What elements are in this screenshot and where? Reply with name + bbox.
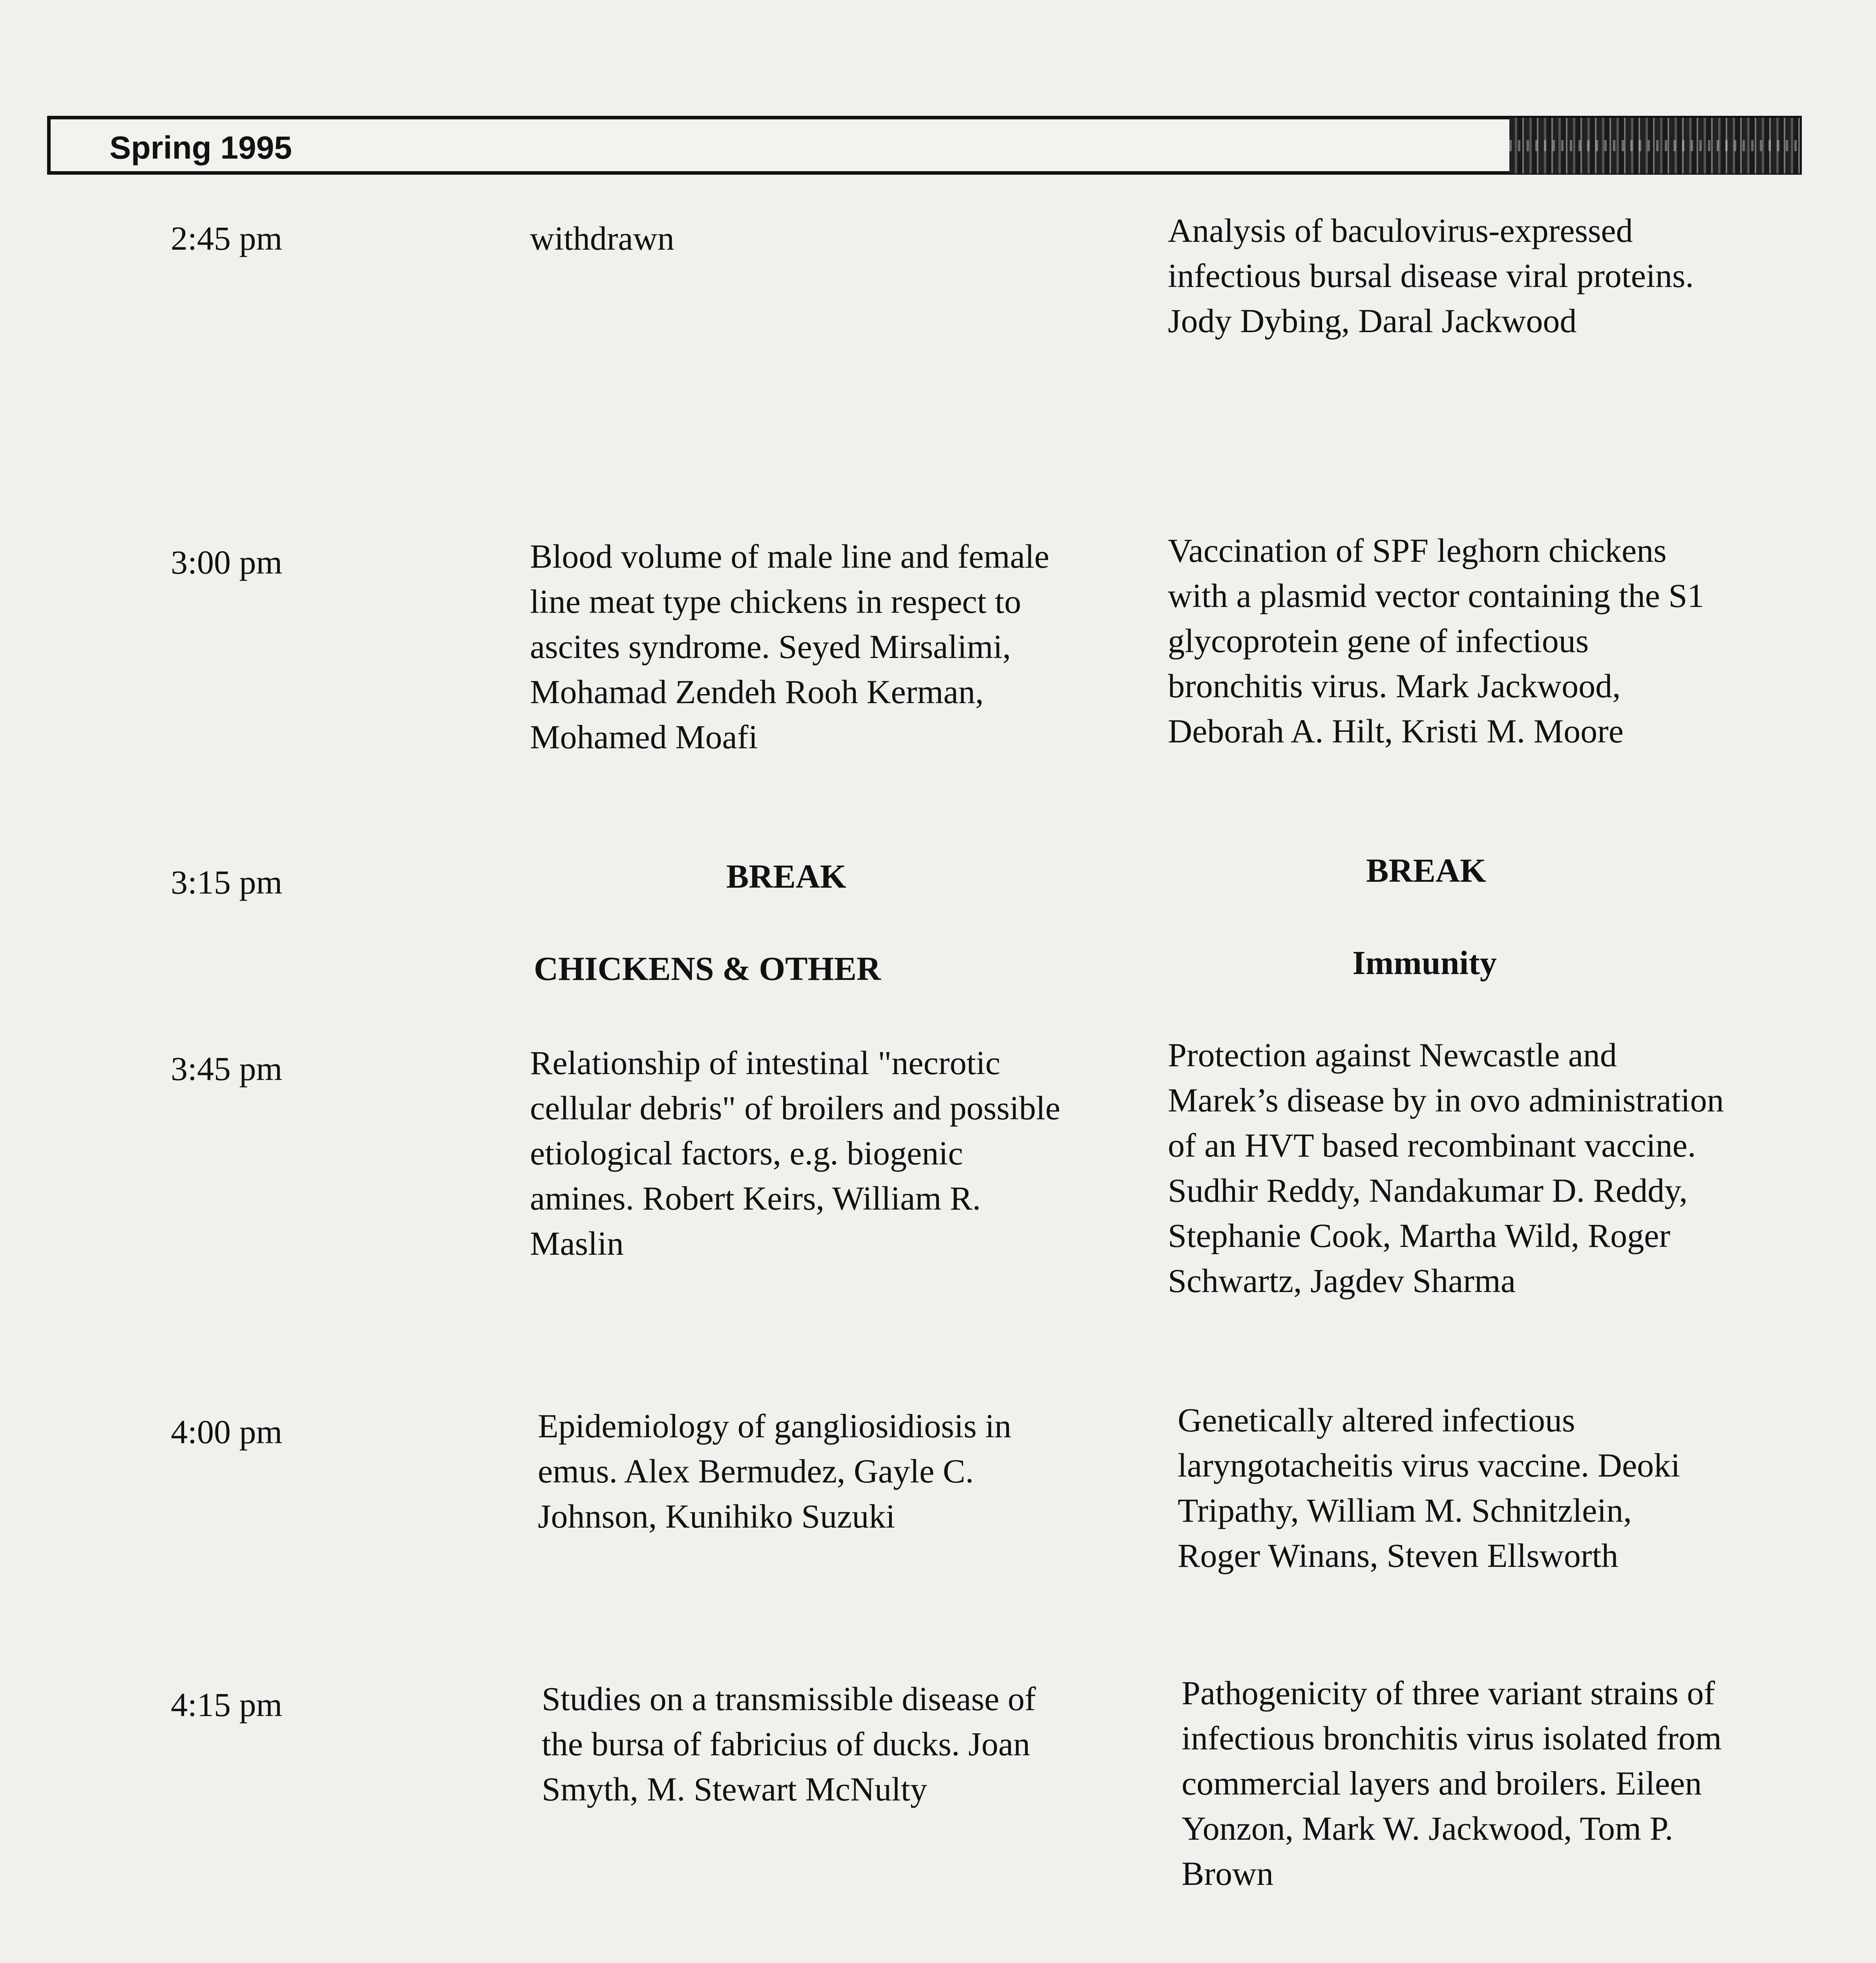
header-ornament [1509, 118, 1800, 174]
break-label: BREAK [726, 857, 846, 895]
break-label: BREAK [1366, 852, 1486, 889]
session-entry: Protection against Newcastle and Marek’s disease by in ovo administration of an HVT based recombinant vaccine. Sudhir Reddy, Nandakumar D. Reddy, Stephanie Cook, Martha Wild, Roger Schwartz, Jagdev Sharma [1168, 1036, 1724, 1300]
section-heading: CHICKENS & OTHER [534, 950, 881, 987]
session-entry: Vaccination of SPF leghorn chickens with a plasmid vector containing the S1 glycoprotein gene of infectious bronchitis virus. Mark Jackwood, Deborah A. Hilt, Kristi M. Moore [1168, 532, 1704, 750]
time-slot: 4:15 pm [171, 1686, 283, 1724]
section-heading: Immunity [1352, 944, 1497, 982]
session-entry: Blood volume of male line and female line meat type chickens in respect to ascites syndrome. Seyed Mirsalimi, Mohamad Zendeh Rooh Kerman, Mohamed Moafi [530, 537, 1050, 756]
session-entry: Genetically altered infectious laryngotacheitis virus vaccine. Deoki Tripathy, William M. Schnitzlein, Roger Winans, Steven Ellsworth [1178, 1401, 1681, 1574]
time-slot: 4:00 pm [171, 1413, 283, 1451]
session-entry: Pathogenicity of three variant strains of infectious bronchitis virus isolated from commercial layers and broilers. Eileen Yonzon, Mark W. Jackwood, Tom P. Brown [1182, 1674, 1722, 1892]
session-entry: withdrawn [530, 219, 674, 257]
session-entry: Studies on a transmissible disease of the bursa of fabricius of ducks. Joan Smyth, M. Stewart McNulty [542, 1680, 1036, 1808]
time-slot: 3:00 pm [171, 543, 283, 581]
time-slot: 3:45 pm [171, 1050, 283, 1088]
page-header [47, 116, 1802, 175]
header-label: Spring 1995 [110, 130, 292, 166]
session-entry: Relationship of intestinal "necrotic cellular debris" of broilers and possible etiological factors, e.g. biogenic amines. Robert Keirs, William R. Maslin [530, 1044, 1061, 1262]
time-slot: 3:15 pm [171, 863, 283, 901]
time-slot: 2:45 pm [171, 219, 283, 257]
session-entry: Analysis of baculovirus-expressed infectious bursal disease viral proteins. Jody Dybing, Daral Jackwood [1168, 212, 1694, 340]
session-entry: Epidemiology of gangliosidiosis in emus. Alex Bermudez, Gayle C. Johnson, Kunihiko Suzuki [538, 1407, 1012, 1535]
